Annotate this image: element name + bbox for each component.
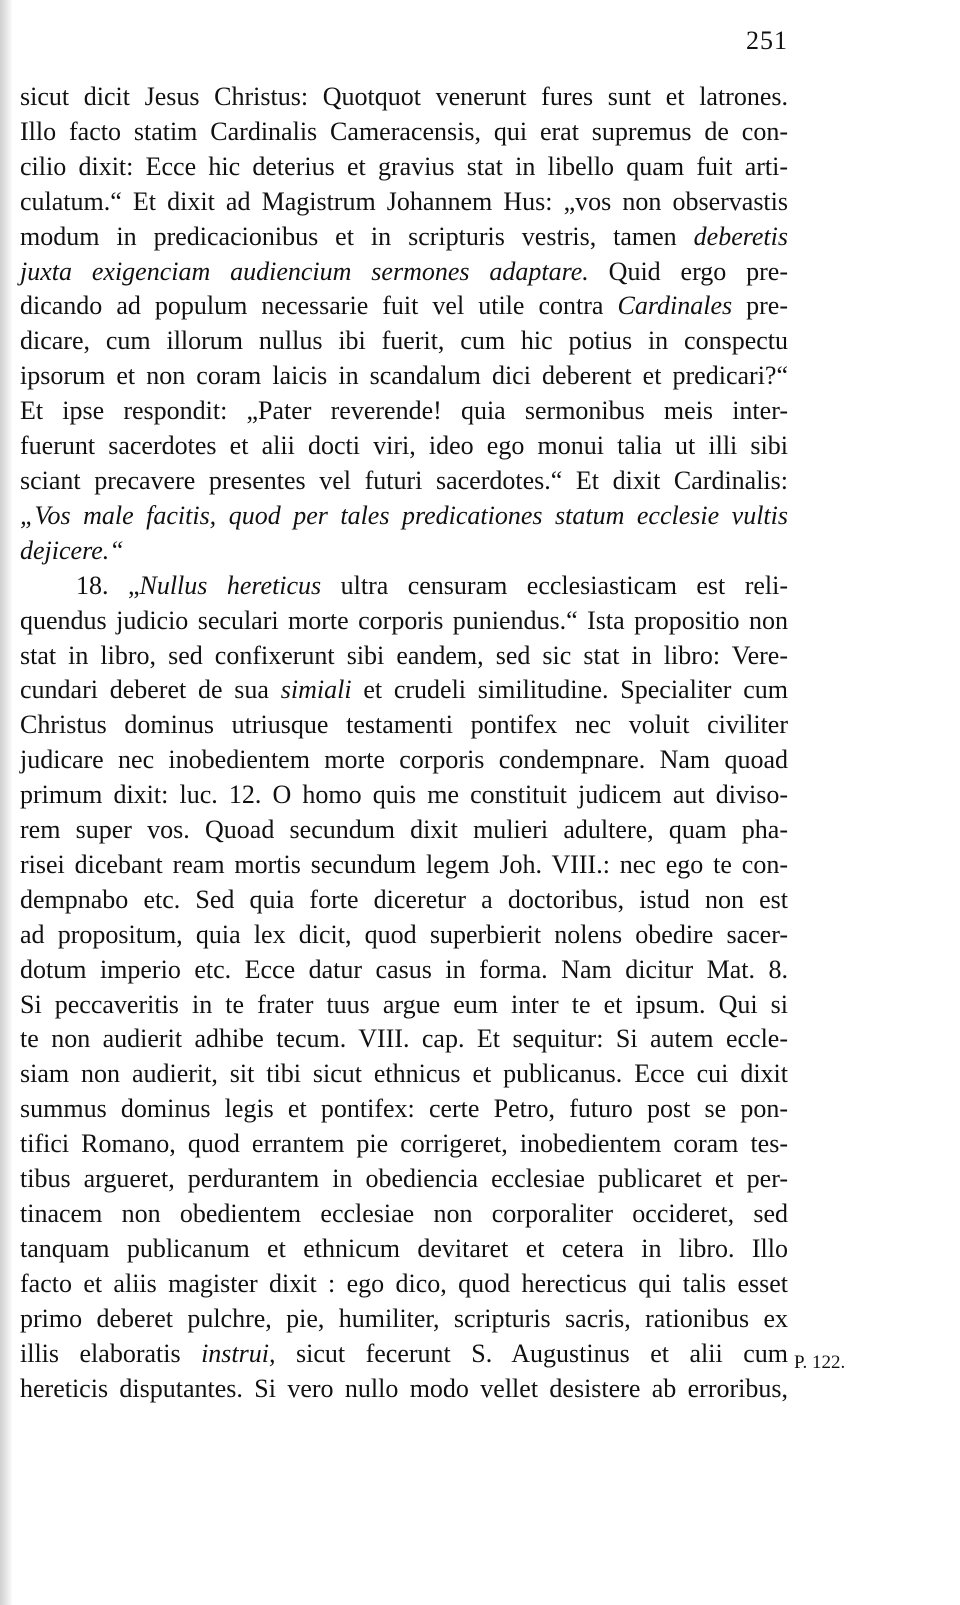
italic-span: instrui, <box>201 1338 276 1368</box>
text-span: judicare nec inobedientem morte corporis condempnare. Nam quoad <box>20 745 788 775</box>
text-span: sicut fecerunt S. Augustinus et alii cum <box>275 1338 788 1368</box>
text-line <box>20 289 788 324</box>
text-span: tanquam publicanum et ethnicum devitaret et cetera in libro. Illo <box>20 1233 788 1263</box>
text-line <box>20 499 788 534</box>
text-span: fuerunt sacerdotes et alii docti viri, ideo ego monui talia ut illi sibi <box>20 431 788 461</box>
text-line <box>20 1092 788 1127</box>
text-span: ultra censuram ecclesiasticam est reli- <box>321 570 788 600</box>
text-span: dempnabo etc. Sed quia forte diceretur a doctoribus, istud non est <box>20 884 788 914</box>
margin-note: P. 122. <box>794 1352 846 1373</box>
text-span: pre- <box>732 291 789 321</box>
text-span: dotum imperio etc. Ecce datur casus in forma. Nam dicitur Mat. 8. <box>20 954 788 984</box>
text-line <box>20 359 788 394</box>
text-line <box>20 1267 788 1302</box>
text-line <box>20 1302 788 1337</box>
text-span: Illo facto statim Cardinalis Cameracensis, qui erat supremus de con- <box>20 116 788 146</box>
text-line <box>20 569 788 604</box>
text-span: risei dicebant ream mortis secundum legem Joh. VIII.: nec ego te con- <box>20 849 788 879</box>
text-line <box>20 604 788 639</box>
text-line <box>20 673 788 708</box>
text-span: facto et aliis magister dixit : ego dico, quod herecticus qui talis esset <box>20 1268 788 1298</box>
text-span: quendus judicio seculari morte corporis puniendus.“ Ista propositio non <box>20 605 788 635</box>
text-span: sicut dicit Jesus Christus: Quotquot venerunt fures sunt et latrones. <box>20 82 788 111</box>
text-span: siam non audierit, sit tibi sicut ethnicus et publicanus. Ecce cui dixit <box>20 1059 788 1089</box>
text-span: rem super vos. Quoad secundum dixit mulieri adultere, quam pha- <box>20 815 788 845</box>
page-scan-edge <box>0 0 12 1605</box>
text-span: sciant precavere presentes vel futuri sacerdotes.“ Et dixit Cardinalis: <box>20 465 788 495</box>
text-line <box>20 394 788 429</box>
text-line <box>20 918 788 953</box>
text-span: dicando ad populum necessarie fuit vel utile contra <box>20 291 618 321</box>
text-span: 18. „ <box>76 570 140 600</box>
text-span: culatum.“ Et dixit ad Magistrum Johannem Hus: „vos non observastis <box>20 186 788 216</box>
text-span: Quid ergo pre- <box>588 256 788 286</box>
text-line <box>20 1127 788 1162</box>
text-line <box>20 1057 788 1092</box>
text-line <box>20 813 788 848</box>
text-span: stat in libro, sed confixerunt sibi eandem, sed sic stat in libro: Vere- <box>20 640 788 670</box>
text-line <box>20 1337 788 1372</box>
text-line <box>20 80 788 115</box>
body-text <box>20 80 788 1406</box>
text-span: te non audierit adhibe tecum. VIII. cap. Et sequitur: Si autem eccle- <box>20 1024 788 1054</box>
text-line <box>20 1372 788 1407</box>
text-line <box>20 848 788 883</box>
text-line <box>20 708 788 743</box>
text-span: et crudeli similitudine. Specialiter cum <box>351 675 789 705</box>
italic-span: „Vos male facitis, quod per tales predicationes statum ecclesie vultis <box>20 500 788 530</box>
text-span: Et ipse respondit: „Pater reverende! quia sermonibus meis inter- <box>20 396 788 426</box>
page-number: 251 <box>746 26 788 55</box>
text-span: illis elaboratis <box>20 1338 202 1368</box>
text-span: modum in predicacionibus et in scripturis vestris, tamen <box>20 221 694 251</box>
text-span: cundari deberet de sua <box>20 675 281 705</box>
text-line <box>20 534 788 569</box>
text-line <box>20 150 788 185</box>
italic-span: deberetis <box>693 221 788 251</box>
italic-span: Cardinales <box>617 291 733 321</box>
text-span: cilio dixit: Ecce hic deterius et gravius stat in libello quam fuit arti- <box>20 151 788 181</box>
text-span: Si peccaveritis in te frater tuus argue eum inter te et ipsum. Qui si <box>20 989 788 1019</box>
text-line <box>20 1162 788 1197</box>
text-span: hereticis disputantes. Si vero nullo modo vellet desistere ab erroribus, <box>20 1373 788 1403</box>
text-span: tinacem non obedientem ecclesiae non corporaliter occideret, sed <box>20 1199 788 1228</box>
italic-span: dejicere.“ <box>20 535 124 565</box>
text-line <box>20 1022 788 1057</box>
text-span: ipsorum et non coram laicis in scandalum dici deberent et predicari?“ <box>20 361 788 391</box>
italic-span: Nullus hereticus <box>139 570 322 600</box>
text-line <box>20 639 788 674</box>
text-span: summus dominus legis et pontifex: certe Petro, futuro post se pon- <box>20 1094 788 1124</box>
text-line <box>20 220 788 255</box>
text-span: primo deberet pulchre, pie, humiliter, scripturis sacris, rationibus ex <box>20 1303 788 1333</box>
italic-span: simiali <box>280 675 352 705</box>
text-span: tifici Romano, quod errantem pie corrigeret, inobedientem coram tes- <box>20 1129 788 1159</box>
text-line <box>20 1197 788 1232</box>
italic-span: juxta exigenciam audiencium sermones adaptare. <box>20 256 589 286</box>
text-line <box>20 1232 788 1267</box>
text-span: dicare, cum illorum nullus ibi fuerit, cum hic potius in conspectu <box>20 326 788 356</box>
text-line <box>20 115 788 150</box>
text-line <box>20 743 788 778</box>
text-line <box>20 988 788 1023</box>
text-line <box>20 953 788 988</box>
text-span: Christus dominus utriusque testamenti pontifex nec voluit civiliter <box>20 710 788 740</box>
text-line <box>20 185 788 220</box>
text-span: primum dixit: luc. 12. O homo quis me constituit judicem aut diviso- <box>20 780 788 810</box>
text-line <box>20 324 788 359</box>
text-line <box>20 255 788 290</box>
text-line <box>20 464 788 499</box>
text-span: tibus argueret, perdurantem in obediencia ecclesiae publicaret et per- <box>20 1164 788 1194</box>
text-span: ad propositum, quia lex dicit, quod superbierit nolens obedire sacer- <box>20 919 788 949</box>
text-line <box>20 883 788 918</box>
text-line <box>20 778 788 813</box>
text-line <box>20 429 788 464</box>
